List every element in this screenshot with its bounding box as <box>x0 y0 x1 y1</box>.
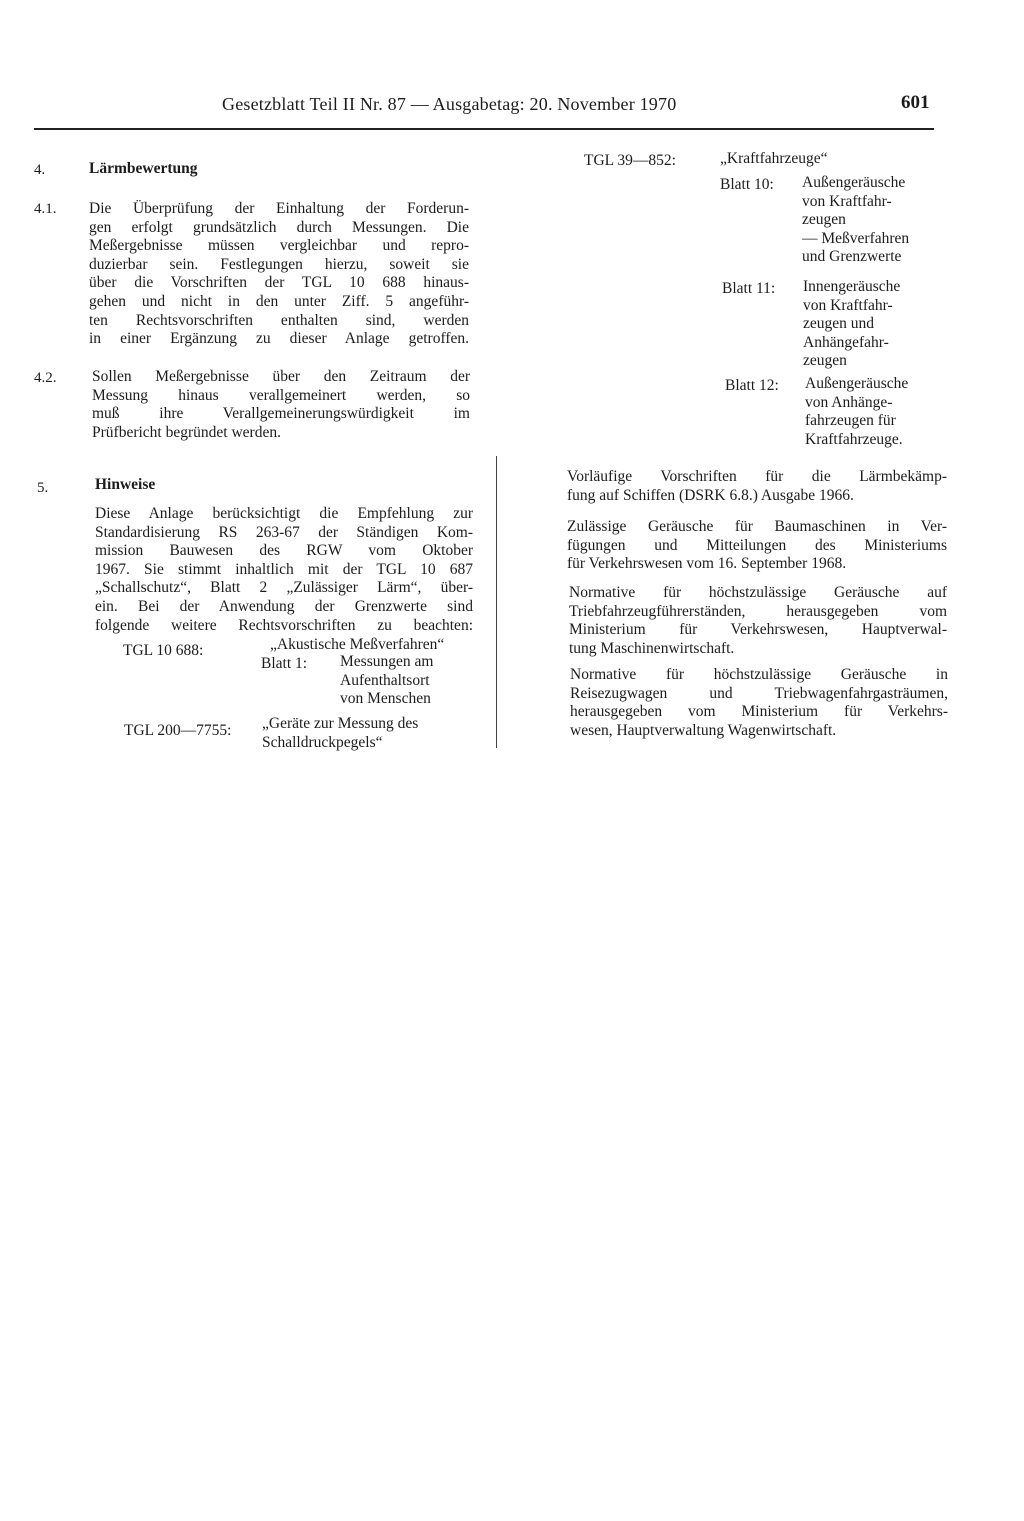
paragraph-triebfahrzeugfuehrerstaende <box>569 584 947 658</box>
tgl-10688-blatt-text <box>340 653 433 709</box>
tgl-39852-title: „Kraftfahrzeuge“ <box>720 150 828 167</box>
text-line: über die Vorschriften der TGL 10 688 hinaus- <box>89 274 469 292</box>
text-line: Reisezugwagen und Triebwagenfahrgasträumen, <box>570 684 948 702</box>
text-line: tung Maschinenwirtschaft. <box>569 639 735 657</box>
text-line: ein. Bei der Anwendung der Grenzwerte sind <box>95 597 473 615</box>
text-line: Normative für höchstzulässige Geräusche auf <box>569 584 947 601</box>
tgl-10688-code: TGL 10 688: <box>123 642 204 659</box>
section-4-1-text <box>89 200 469 349</box>
text-line: 1967. Sie stimmt inhaltlich mit der TGL 10 687 <box>95 560 473 578</box>
text-line: Standardisierung RS 263-67 der Ständigen Kom- <box>95 523 473 541</box>
paragraph-baumaschinen <box>567 518 947 574</box>
tgl-200-7755-code: TGL 200—7755: <box>124 722 232 739</box>
text-line: von Menschen <box>340 690 431 708</box>
section-5-title: Hinweise <box>95 476 156 493</box>
text-line: Messung hinaus verallgemeinert werden, so <box>92 386 470 404</box>
text-line: für Verkehrswesen vom 16. September 1968. <box>567 555 847 573</box>
text-line: — Meßverfahren <box>802 229 910 247</box>
text-line: „Schallschutz“, Blatt 2 „Zulässiger Lärm“, über- <box>95 579 473 597</box>
text-line: Diese Anlage berücksichtigt die Empfehlung zur <box>95 505 473 522</box>
section-4-number: 4. <box>34 162 46 178</box>
page-number: 601 <box>901 92 930 113</box>
text-line: mission Bauwesen des RGW vom Oktober <box>95 542 473 560</box>
text-line: Außengeräusche <box>802 174 906 191</box>
text-line: von Kraftfahr- <box>802 192 892 210</box>
text-line: Die Überprüfung der Einhaltung der Forderun- <box>89 200 469 217</box>
paragraph-vorlaeufige-vorschriften <box>567 468 947 505</box>
section-4-2-text <box>92 368 470 442</box>
text-line: Schalldruckpegels“ <box>262 733 383 751</box>
text-line: Normative für höchstzulässige Geräusche in <box>570 666 948 683</box>
text-line: gen erfolgt grundsätzlich durch Messungen. Die <box>89 218 469 236</box>
text-line: zeugen <box>803 352 847 370</box>
text-line: zeugen und <box>803 315 875 333</box>
header-rule <box>34 128 934 130</box>
text-line: Außengeräusche <box>805 375 909 392</box>
text-line: in einer Ergänzung zu dieser Anlage getroffen. <box>89 330 469 348</box>
page-header: Gesetzblatt Teil II Nr. 87 — Ausgabetag: 20. November 1970 <box>222 94 677 114</box>
blatt-11-text <box>803 278 900 371</box>
text-line: Prüfbericht begründet werden. <box>92 423 281 441</box>
tgl-200-7755-title <box>262 715 418 752</box>
text-line: Anhängefahr- <box>803 333 889 351</box>
section-4-2-number: 4.2. <box>34 370 57 386</box>
blatt-11-label: Blatt 11: <box>722 280 776 297</box>
text-line: Meßergebnisse müssen vergleichbar und repro- <box>89 237 469 255</box>
text-line: Messungen am <box>340 653 434 670</box>
blatt-10-label: Blatt 10: <box>720 176 774 193</box>
blatt-12-text <box>805 375 908 449</box>
text-line: „Geräte zur Messung des <box>262 715 419 732</box>
text-line: duzierbar sein. Festlegungen hierzu, soweit sie <box>89 255 469 273</box>
text-line: Sollen Meßergebnisse über den Zeitraum der <box>92 368 470 385</box>
text-line: von Kraftfahr- <box>803 296 893 314</box>
text-line: Zulässige Geräusche für Baumaschinen in Ver- <box>567 518 947 535</box>
tgl-10688-blatt-label: Blatt 1: <box>261 655 308 672</box>
text-line: gehen und nicht in den unter Ziff. 5 angeführ- <box>89 292 469 310</box>
tgl-39852-code: TGL 39—852: <box>584 152 676 169</box>
blatt-10-text <box>802 174 909 267</box>
section-5-text <box>95 505 473 635</box>
text-line: Ministerium für Verkehrswesen, Hauptverwal- <box>569 621 947 639</box>
text-line: herausgegeben vom Ministerium für Verkehrs- <box>570 703 948 721</box>
column-rule <box>496 456 497 748</box>
text-line: von Anhänge- <box>805 393 893 411</box>
text-line: zeugen <box>802 211 846 229</box>
text-line: Innengeräusche <box>803 278 901 295</box>
text-line: ten Rechtsvorschriften enthalten sind, werden <box>89 311 469 329</box>
text-line: fung auf Schiffen (DSRK 6.8.) Ausgabe 1966. <box>567 486 854 504</box>
text-line: Triebfahrzeugführerständen, herausgegeben vom <box>569 602 947 620</box>
text-line: fügungen und Mitteilungen des Ministeriums <box>567 536 947 554</box>
text-line: Kraftfahrzeuge. <box>805 430 903 448</box>
text-line: fahrzeugen für <box>805 412 896 430</box>
text-line: folgende weitere Rechtsvorschriften zu beachten: <box>95 616 473 634</box>
section-4-title: Lärmbewertung <box>89 160 198 177</box>
text-line: wesen, Hauptverwaltung Wagenwirtschaft. <box>570 721 837 739</box>
blatt-12-label: Blatt 12: <box>725 377 779 394</box>
text-line: Aufenthaltsort <box>340 671 430 689</box>
tgl-10688-title: „Akustische Meßverfahren“ <box>270 636 445 653</box>
text-line: Vorläufige Vorschriften für die Lärmbekämp- <box>567 468 947 485</box>
text-line: und Grenzwerte <box>802 248 902 266</box>
section-4-1-number: 4.1. <box>34 201 57 217</box>
section-5-number: 5. <box>37 480 49 496</box>
text-line: muß ihre Verallgemeinerungswürdigkeit im <box>92 405 470 423</box>
paragraph-reisezugwagen <box>570 666 948 740</box>
